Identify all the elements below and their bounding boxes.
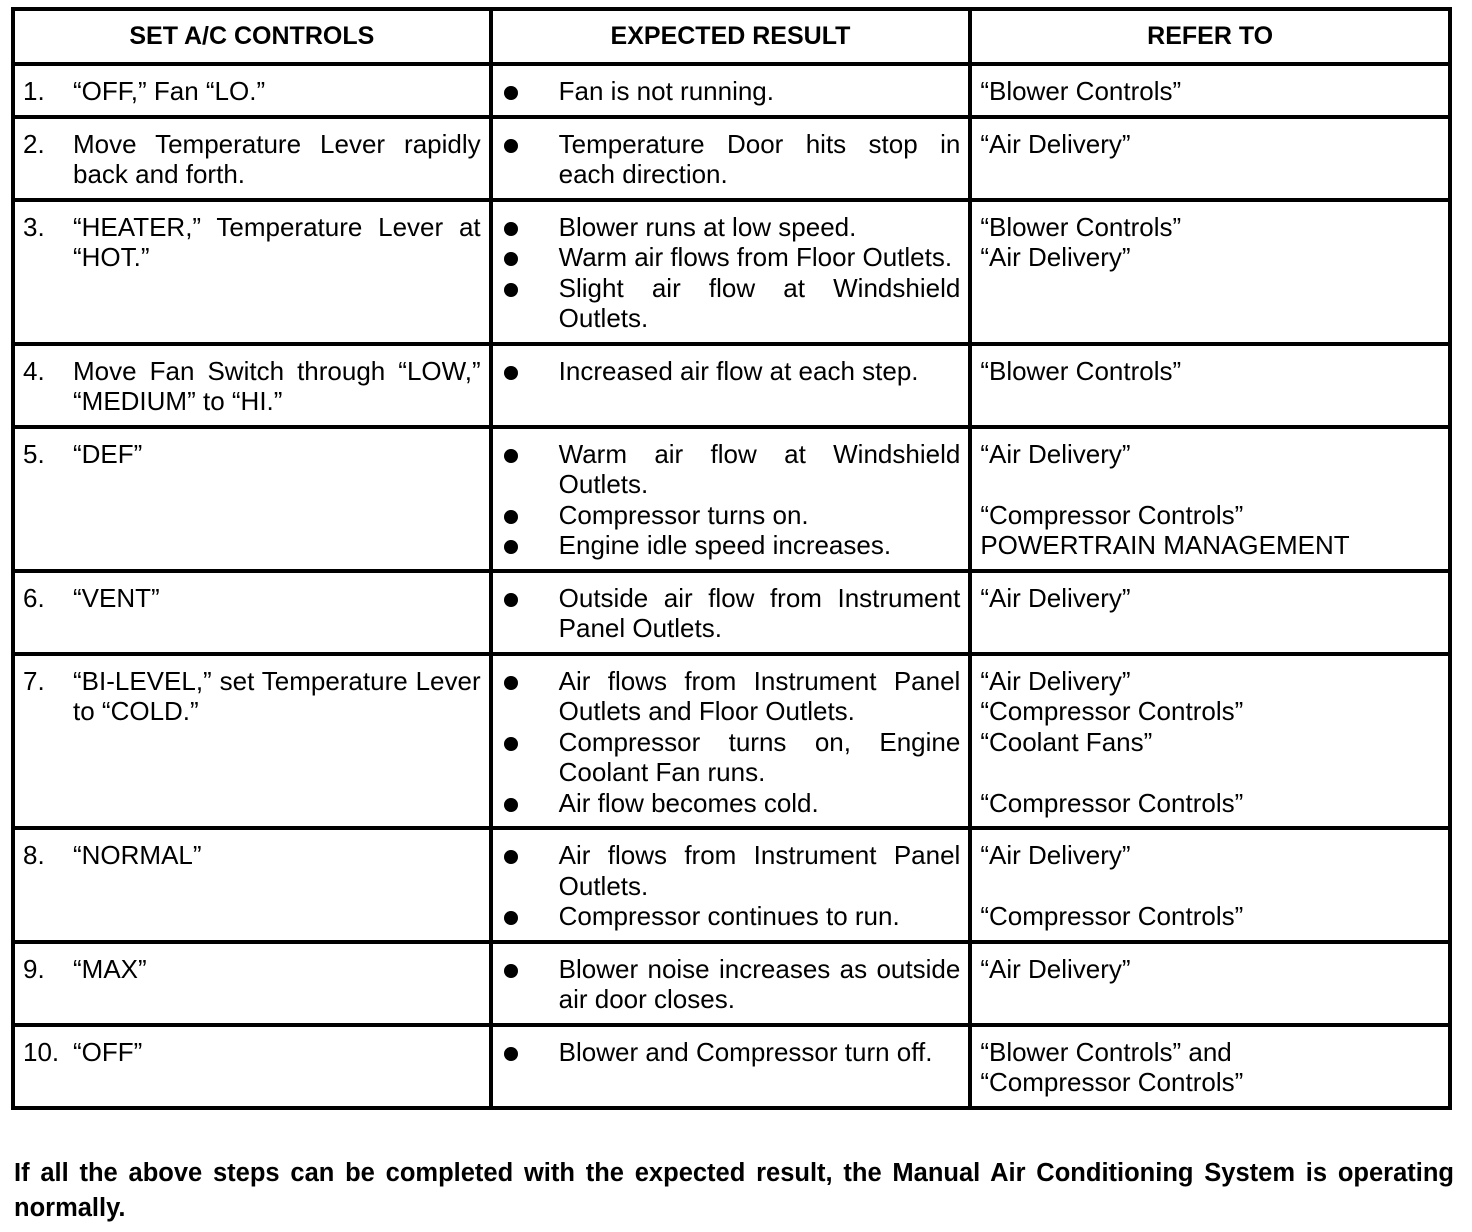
expected-result-cell: [491, 571, 971, 654]
reference-line: “Blower Controls”: [980, 76, 1182, 106]
bullet-icon: [501, 129, 559, 190]
control-setting: “NORMAL”: [73, 840, 202, 870]
result-item: [501, 129, 961, 190]
result-item: [501, 1037, 961, 1068]
bullet-icon: [501, 242, 559, 273]
bullet-icon: [501, 1037, 559, 1068]
table-body: [13, 64, 1450, 1108]
table-row: [13, 117, 1450, 200]
result-item: [501, 439, 961, 500]
result-item: [501, 583, 961, 644]
header-expected-result: EXPECTED RESULT: [491, 9, 971, 64]
reference-line: “Compressor Controls”: [980, 696, 1244, 726]
table-row: [13, 427, 1450, 571]
result-text: Compressor turns on.: [558, 499, 809, 530]
reference-line: “Blower Controls”: [980, 211, 1182, 242]
result-item: [501, 530, 961, 561]
reference-line: “Air Delivery”: [980, 242, 1131, 272]
step-number: 2.: [23, 128, 45, 159]
refer-to-cell: [970, 117, 1450, 200]
result-list: [501, 76, 961, 107]
reference-line: “Air Delivery”: [980, 840, 1131, 870]
reference-line: [980, 469, 1440, 500]
step-number: 7.: [23, 665, 45, 696]
step-number: 8.: [23, 840, 45, 870]
result-text: Engine idle speed increases.: [558, 530, 892, 560]
header-row: [13, 9, 1450, 64]
bullet-icon: [501, 840, 559, 901]
result-text: Warm air flow at Windshield Outlets.: [558, 438, 961, 499]
bullet-icon: [501, 727, 559, 788]
result-text: Increased air flow at each step.: [558, 355, 919, 386]
control-cell: [13, 344, 491, 427]
bullet-icon: [501, 901, 559, 932]
control-cell: [13, 571, 491, 654]
result-item: [501, 242, 961, 273]
control-step: [23, 954, 481, 985]
control-setting: “DEF”: [73, 438, 143, 469]
bullet-icon: [501, 356, 559, 387]
step-number: 10.: [23, 1036, 60, 1067]
result-list: [501, 129, 961, 190]
refer-to-cell: [970, 200, 1450, 344]
result-list: [501, 583, 961, 644]
control-setting: “MAX”: [73, 953, 147, 984]
reference-line: “Compressor Controls”: [980, 499, 1244, 530]
control-setting: “HEATER,” Temperature Lever at “HOT.”: [73, 211, 481, 272]
reference-line: [980, 871, 1440, 902]
result-item: [501, 212, 961, 243]
reference-line: “Air Delivery”: [980, 438, 1131, 469]
result-text: Compressor turns on, Engine Coolant Fan runs.: [558, 726, 961, 787]
step-number: 4.: [23, 355, 45, 386]
result-list: [501, 212, 961, 334]
expected-result-cell: [491, 64, 971, 117]
bullet-icon: [501, 530, 559, 561]
result-text: Air flows from Instrument Panel Outlets and Floor Outlets.: [558, 665, 961, 726]
result-list: [501, 840, 961, 932]
bullet-icon: [501, 273, 559, 334]
expected-result-cell: [491, 200, 971, 344]
refer-to-cell: [970, 344, 1450, 427]
control-setting: “OFF,” Fan “LO.”: [73, 76, 266, 106]
result-text: Blower runs at low speed.: [558, 211, 857, 242]
result-text: Air flows from Instrument Panel Outlets.: [558, 840, 961, 901]
reference-line: “Coolant Fans”: [980, 726, 1153, 757]
bullet-icon: [501, 500, 559, 531]
bullet-icon: [501, 212, 559, 243]
reference-line: “Air Delivery”: [980, 665, 1131, 696]
result-list: [501, 356, 961, 387]
result-item: [501, 788, 961, 819]
result-text: Air flow becomes cold.: [558, 787, 819, 818]
control-cell: [13, 1025, 491, 1108]
table-header: [13, 9, 1450, 64]
result-text: Outside air flow from Instrument Panel Outlets.: [558, 582, 961, 643]
table-row: [13, 828, 1450, 942]
bullet-icon: [501, 76, 559, 107]
refer-to-cell: [970, 654, 1450, 829]
expected-result-cell: [491, 942, 971, 1025]
control-step: [23, 840, 481, 871]
ac-controls-table: [11, 7, 1452, 1110]
control-setting: “BI-LEVEL,” set Temperature Lever to “COLD.”: [73, 665, 481, 726]
control-step: [23, 1037, 481, 1068]
refer-to-cell: [970, 1025, 1450, 1108]
control-step: [23, 356, 481, 417]
refer-to-cell: [970, 427, 1450, 571]
control-cell: [13, 828, 491, 942]
result-item: [501, 727, 961, 788]
refer-to-cell: [970, 942, 1450, 1025]
expected-result-cell: [491, 828, 971, 942]
step-number: 3.: [23, 211, 45, 242]
reference-line: “Compressor Controls”: [980, 901, 1244, 931]
control-step: [23, 129, 481, 190]
expected-result-cell: [491, 117, 971, 200]
refer-to-cell: [970, 828, 1450, 942]
step-number: 6.: [23, 582, 45, 613]
expected-result-cell: [491, 654, 971, 829]
control-step: [23, 439, 481, 470]
expected-result-cell: [491, 344, 971, 427]
result-text: Slight air flow at Windshield Outlets.: [558, 272, 961, 333]
control-cell: [13, 117, 491, 200]
control-setting: Move Temperature Lever rapidly back and forth.: [73, 128, 481, 189]
control-step: [23, 212, 481, 273]
table-row: [13, 654, 1450, 829]
table-row: [13, 64, 1450, 117]
control-setting: Move Fan Switch through “LOW,” “MEDIUM” to “HI.”: [73, 355, 481, 416]
result-item: [501, 954, 961, 1015]
expected-result-cell: [491, 1025, 971, 1108]
table-row: [13, 571, 1450, 654]
control-cell: [13, 64, 491, 117]
control-step: [23, 583, 481, 614]
refer-to-cell: [970, 64, 1450, 117]
control-cell: [13, 942, 491, 1025]
control-cell: [13, 427, 491, 571]
bullet-icon: [501, 666, 559, 727]
control-setting: “OFF”: [73, 1036, 143, 1067]
result-item: [501, 76, 961, 107]
table-row: [13, 942, 1450, 1025]
result-text: Temperature Door hits stop in each direction.: [558, 128, 961, 189]
result-list: [501, 666, 961, 819]
result-item: [501, 500, 961, 531]
result-text: Blower and Compressor turn off.: [558, 1036, 933, 1067]
result-item: [501, 901, 961, 932]
step-number: 9.: [23, 953, 45, 984]
result-item: [501, 840, 961, 901]
reference-line: “Blower Controls” and: [980, 1036, 1232, 1067]
control-cell: [13, 200, 491, 344]
result-item: [501, 666, 961, 727]
reference-line: POWERTRAIN MANAGEMENT: [980, 530, 1350, 560]
header-set-ac-controls: SET A/C CONTROLS: [13, 9, 491, 64]
table-row: [13, 1025, 1450, 1108]
refer-to-cell: [970, 571, 1450, 654]
reference-line: “Air Delivery”: [980, 128, 1131, 159]
footer-note: If all the above steps can be completed with the expected result, the Manual Air Conditioning System is operating normally.: [14, 1159, 1454, 1222]
reference-line: [980, 757, 1440, 788]
result-item: [501, 273, 961, 334]
bullet-icon: [501, 954, 559, 1015]
result-text: Blower noise increases as outside air door closes.: [558, 953, 961, 1014]
reference-line: “Blower Controls”: [980, 355, 1182, 386]
result-list: [501, 954, 961, 1015]
reference-line: “Air Delivery”: [980, 953, 1131, 984]
bullet-icon: [501, 583, 559, 644]
result-text: Warm air flows from Floor Outlets.: [558, 242, 953, 272]
step-number: 1.: [23, 76, 45, 106]
bullet-icon: [501, 788, 559, 819]
reference-line: “Air Delivery”: [980, 582, 1131, 613]
result-text: Compressor continues to run.: [558, 901, 900, 931]
reference-line: “Compressor Controls”: [980, 787, 1244, 818]
table-row: [13, 344, 1450, 427]
control-cell: [13, 654, 491, 829]
result-text: Fan is not running.: [558, 76, 774, 106]
result-list: [501, 439, 961, 561]
control-setting: “VENT”: [73, 582, 160, 613]
bullet-icon: [501, 439, 559, 500]
control-step: [23, 666, 481, 727]
step-number: 5.: [23, 438, 45, 469]
result-list: [501, 1037, 961, 1068]
control-step: [23, 76, 481, 107]
result-item: [501, 356, 961, 387]
header-refer-to: REFER TO: [970, 9, 1450, 64]
table-row: [13, 200, 1450, 344]
reference-line: “Compressor Controls”: [980, 1067, 1244, 1097]
expected-result-cell: [491, 427, 971, 571]
